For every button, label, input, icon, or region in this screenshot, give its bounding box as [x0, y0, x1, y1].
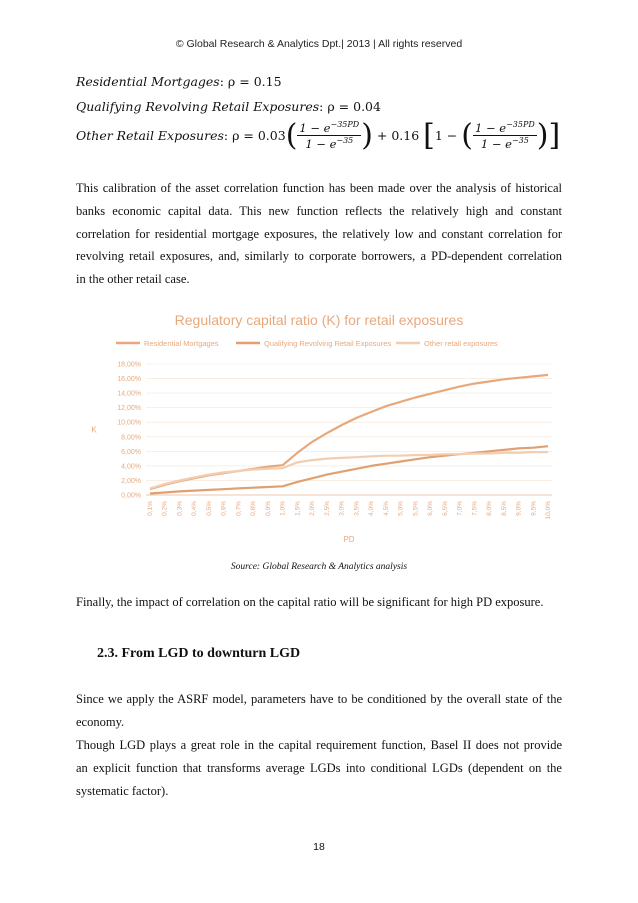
paragraph-line: systematic factor).	[76, 783, 169, 798]
x-tick-label: 4,5%	[382, 501, 390, 516]
x-tick-label: 0,4%	[191, 501, 199, 516]
frac-num: 1 − e	[474, 121, 507, 135]
x-tick-label: 5,5%	[412, 501, 420, 516]
paragraph-line: This calibration of the asset correlation function has been made over the analysis of historical	[76, 181, 562, 195]
bracket-open: [	[423, 118, 435, 153]
x-tick-label: 0,3%	[176, 501, 184, 516]
frac-den-exp: −35	[336, 136, 354, 145]
y-tick-label: 14,00%	[117, 390, 141, 398]
formula-residential	[76, 74, 282, 89]
figure-caption: Source: Global Research & Analytics analysis	[230, 562, 408, 572]
legend-label: Other retail exposures	[424, 339, 498, 348]
y-tick-label: 2,00%	[121, 477, 141, 485]
formula-eq: : ρ =	[319, 99, 354, 114]
paragraph-lgd	[76, 734, 562, 802]
formula-label: Other Retail Exposures	[76, 128, 224, 143]
paren-close: )	[536, 118, 549, 153]
paren-close: )	[361, 118, 373, 153]
capital-ratio-chart	[76, 302, 562, 552]
formula-other	[76, 118, 560, 153]
formula-plus: + 0.16	[376, 128, 420, 143]
x-tick-label: 0,9%	[264, 501, 272, 516]
x-tick-label: 5,0%	[397, 501, 405, 516]
formula-label: Residential Mortgages	[76, 74, 220, 89]
x-tick-label: 2,5%	[323, 501, 331, 516]
x-tick-label: 6,0%	[427, 501, 435, 516]
x-tick-label: 0,5%	[205, 501, 213, 516]
y-tick-label: 16,00%	[117, 376, 141, 384]
paragraph-calibration	[76, 177, 562, 291]
x-tick-label: 8,5%	[500, 501, 508, 516]
formula-value: 0.15	[253, 74, 282, 89]
frac-den: 1 − e	[305, 136, 337, 151]
y-tick-label: 12,00%	[117, 405, 141, 413]
frac-den: 1 − e	[480, 136, 512, 151]
paragraph-line: economy.	[76, 714, 125, 729]
x-tick-label: 1,5%	[294, 501, 302, 516]
y-tick-label: 0,00%	[121, 492, 141, 500]
x-tick-label: 4,0%	[368, 501, 376, 516]
x-tick-label: 3,5%	[353, 501, 361, 516]
page-header: © Global Research & Analytics Dpt.| 2013 | All rights reserved	[175, 38, 463, 50]
x-tick-label: 0,1%	[147, 501, 154, 516]
paragraph-line: banks economic capital data. This new function reflects the relatively high and constant	[76, 203, 562, 218]
formula-eq: : ρ =	[219, 74, 254, 89]
x-tick-label: 0,8%	[250, 501, 258, 516]
paragraph-line: correlation for residential mortgage exposures, the relatively low and constant correlation for	[76, 226, 562, 241]
x-tick-label: 1,0%	[279, 501, 287, 516]
paragraph-line: an explicit function that transforms average LGDs into conditional LGDs (dependent on the	[76, 760, 562, 775]
frac-num: 1 − e	[299, 121, 331, 135]
series-line	[150, 375, 548, 489]
paragraph-asrf	[76, 688, 562, 734]
x-axis-label: PD	[343, 535, 355, 544]
frac-num-exp: −35PD	[506, 120, 535, 130]
x-tick-label: 7,5%	[471, 501, 479, 516]
x-tick-label: 9,5%	[530, 501, 538, 516]
formula-qualifying	[76, 99, 381, 114]
formula-one-minus: 1 −	[434, 128, 458, 143]
legend-label: Residential Mortgages	[144, 339, 219, 348]
paragraph-finally	[76, 591, 562, 614]
formula-fraction	[473, 120, 537, 151]
frac-num-exp: −35PD	[330, 120, 360, 130]
y-tick-label: 8,00%	[121, 434, 141, 442]
formula-eq: : ρ =	[223, 128, 258, 143]
y-tick-label: 18,00%	[117, 361, 141, 369]
x-tick-label: 7,0%	[456, 501, 464, 516]
legend-label: Qualifying Revolving Retail Exposures	[264, 339, 392, 348]
paragraph-line: revolving retail exposures, and, similarly to corporate borrowers, a PD-dependent correlation	[76, 249, 562, 264]
y-tick-label: 10,00%	[117, 419, 141, 427]
x-tick-label: 3,0%	[338, 501, 346, 516]
x-tick-label: 0,2%	[161, 501, 169, 516]
bracket-close: ]	[548, 118, 561, 153]
y-tick-label: 6,00%	[121, 448, 141, 456]
section-title: 2.3. From LGD to downturn LGD	[97, 646, 301, 661]
x-tick-label: 2,0%	[309, 501, 317, 516]
formula-fraction	[297, 120, 361, 151]
x-tick-label: 10,0%	[545, 501, 552, 520]
page-number: 18	[313, 841, 325, 853]
formula-coef: 0.03	[257, 128, 286, 143]
x-tick-label: 6,5%	[441, 501, 449, 516]
paragraph-line: Though LGD plays a great role in the capital requirement function, Basel II does not provide	[76, 738, 562, 752]
paren-open: (	[285, 118, 298, 153]
formula-value: 0.04	[353, 99, 381, 114]
x-tick-label: 0,7%	[235, 501, 243, 516]
x-tick-label: 8,0%	[486, 501, 494, 516]
paren-open: (	[461, 118, 473, 153]
paragraph-line: Since we apply the ASRF model, parameters have to be conditioned by the overall state of the	[76, 692, 562, 706]
paragraph-line: Finally, the impact of correlation on the capital ratio will be significant for high PD exposure.	[76, 595, 544, 609]
x-tick-label: 0,6%	[220, 501, 228, 516]
paragraph-line: in the other retail case.	[76, 272, 190, 287]
x-tick-label: 9,0%	[515, 501, 523, 516]
formula-label: Qualifying Revolving Retail Exposures	[76, 99, 320, 114]
y-tick-label: 4,00%	[121, 463, 141, 471]
frac-den-exp: −35	[511, 136, 529, 145]
chart-title: Regulatory capital ratio (K) for retail exposures	[174, 312, 464, 328]
y-axis-label: K	[91, 425, 97, 435]
